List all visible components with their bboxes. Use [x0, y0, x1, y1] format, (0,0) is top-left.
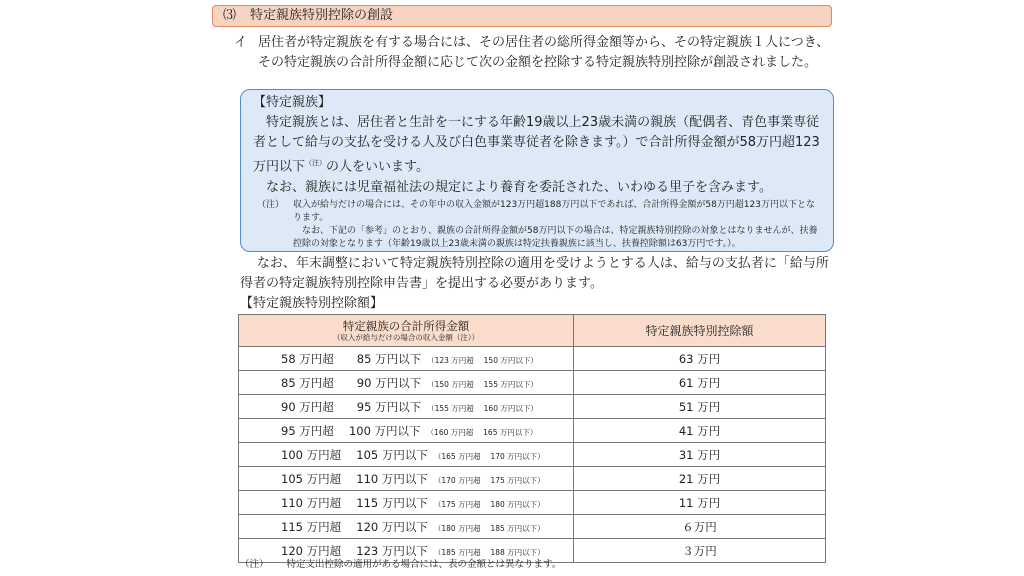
box-note-ref: （注） [305, 159, 327, 167]
table-row [239, 347, 826, 371]
section-heading [212, 5, 832, 27]
salary-income-range: （170 万円超 175 万円以下） [433, 475, 545, 485]
box-note-label: （注） [257, 200, 285, 211]
income-range: 95 万円超 100 万円以下 [281, 423, 421, 438]
specified-relative-definition-box [240, 89, 834, 252]
box-paragraph-1 [253, 113, 821, 177]
deduction-table [238, 314, 826, 563]
table-row [239, 419, 826, 443]
income-range-cell [239, 347, 574, 371]
salary-income-range: （165 万円超 170 万円以下） [433, 451, 545, 461]
income-column-header [239, 315, 574, 347]
table-row [239, 467, 826, 491]
salary-income-range: （160 万円超 165 万円以下） [426, 427, 538, 437]
deduction-amount-cell: 51 万円 [574, 395, 826, 419]
deduction-amount-cell: 21 万円 [574, 467, 826, 491]
income-range-cell [239, 371, 574, 395]
footnote [240, 558, 561, 572]
year-end-adjustment-paragraph [240, 254, 834, 294]
table-heading: 【特定親族特別控除額】 [240, 296, 384, 311]
deduction-column-header: 特定親族特別控除額 [574, 315, 826, 347]
income-range-cell [239, 443, 574, 467]
income-range: 58 万円超 85 万円以下 [281, 351, 422, 366]
deduction-amount-cell: 11 万円 [574, 491, 826, 515]
income-range-cell [239, 515, 574, 539]
item-i-text: 居住者が特定親族を有する場合には、その居住者の総所得金額等から、その特定親族１人につき、その特定親族の合計所得金額に応じて次の金額を控除する特定親族特別控除が創設されました。 [258, 35, 830, 70]
section-title: 特定親族特別控除の創設 [250, 8, 394, 23]
box-note-1: 収入が給与だけの場合には、その年中の収入金額が123万円超188万円以下であれば、合計所得金額が58万円超123万円以下となります。 [293, 200, 815, 224]
income-column-subtitle [239, 333, 573, 343]
box-paragraph-1-end: の人をいいます。 [326, 159, 429, 175]
box-paragraph-1-text: 特定親族とは、居住者と生計を一にする年齢19歳以上23歳未満の親族（配偶者、青色事業専従者として給与の支払を受ける人及び白色事業専従者を除きます。）で合計所得金額が58万円超123万円以下 [253, 115, 820, 175]
table-row [239, 515, 826, 539]
income-range: 85 万円超 90 万円以下 [281, 375, 422, 390]
table-body [239, 347, 826, 563]
table-row [239, 371, 826, 395]
income-range: 115 万円超 120 万円以下 [281, 519, 428, 534]
box-paragraph-2: なお、親族には児童福祉法の規定により養育を委託された、いわゆる里子を含みます。 [266, 180, 772, 196]
salary-income-range: （175 万円超 180 万円以下） [433, 499, 545, 509]
deduction-amount-cell: ３万円 [574, 539, 826, 563]
salary-income-range: （123 万円超 150 万円以下） [427, 355, 538, 365]
income-range-cell [239, 419, 574, 443]
deduction-amount-cell: ６万円 [574, 515, 826, 539]
income-range-cell [239, 491, 574, 515]
income-range-cell [239, 467, 574, 491]
deduction-amount-cell: 61 万円 [574, 371, 826, 395]
footnote-label: （注） [240, 559, 269, 570]
table-row [239, 443, 826, 467]
table-row [239, 395, 826, 419]
income-column-title: 特定親族の合計所得金額 [342, 318, 470, 333]
income-range: 120 万円超 123 万円以下 [281, 543, 428, 558]
income-range: 110 万円超 115 万円以下 [281, 495, 428, 510]
income-column-note-ref: （注） [452, 332, 472, 342]
deduction-amount-cell: 63 万円 [574, 347, 826, 371]
income-range: 90 万円超 95 万円以下 [281, 399, 422, 414]
item-i-paragraph [234, 33, 834, 73]
salary-income-range: （180 万円超 185 万円以下） [433, 523, 545, 533]
box-note [253, 199, 821, 251]
income-column-subtitle-text: （収入が給与だけの場合の収入金額 [332, 332, 453, 342]
table-row [239, 491, 826, 515]
income-column-subtitle-close: ） [471, 332, 480, 342]
salary-income-range: （185 万円超 188 万円以下） [433, 547, 545, 557]
year-end-adjustment-text: なお、年末調整において特定親族特別控除の適用を受けようとする人は、給与の支払者に「給与所得者の特定親族特別控除申告書」を提出する必要があります。 [240, 256, 829, 291]
box-title: 【特定親族】 [253, 95, 332, 110]
deduction-amount-cell: 31 万円 [574, 443, 826, 467]
deduction-amount-cell: 41 万円 [574, 419, 826, 443]
section-number: ⑶ [223, 8, 237, 23]
table-header-row [239, 315, 826, 347]
item-i-mark: イ [234, 35, 248, 50]
footnote-text: 特定支出控除の適用がある場合には、表の金額とは異なります。 [286, 559, 562, 570]
income-range: 105 万円超 110 万円以下 [281, 471, 428, 486]
income-range: 100 万円超 105 万円以下 [281, 447, 428, 462]
salary-income-range: （150 万円超 155 万円以下） [427, 379, 538, 389]
income-range-cell [239, 395, 574, 419]
salary-income-range: （155 万円超 160 万円以下） [427, 403, 538, 413]
box-note-2: なお、下記の「参考」のとおり、親族の合計所得金額が58万円以下の場合は、特定親族特別控除の対象とはなりませんが、扶養控除の対象となります（年齢19歳以上23歳未満の親族は特定扶養親族に該当し、扶養控除額は63万円です。）。 [293, 226, 818, 250]
